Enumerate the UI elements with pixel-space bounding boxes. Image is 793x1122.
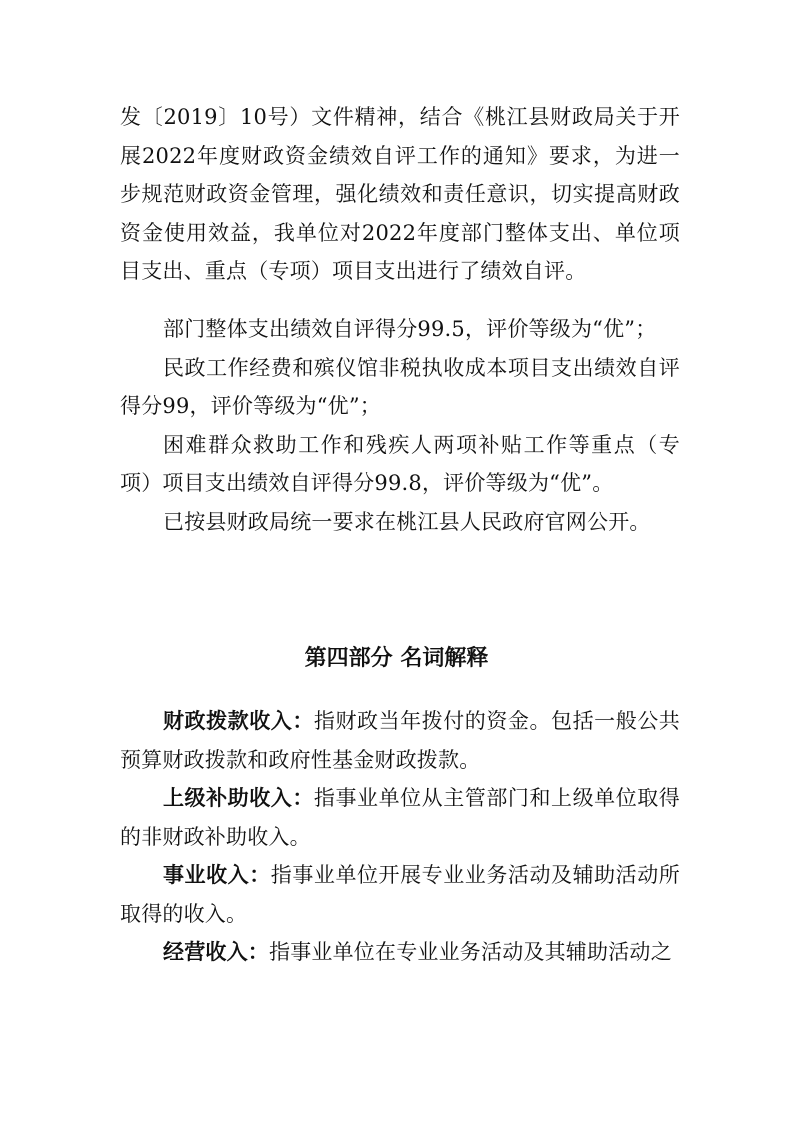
results-block [120, 310, 680, 541]
definition-term: 上级补助收入： [163, 786, 314, 810]
definition-text: 指事业单位从主管部门和上级单位取得的非财政补助收入。 [120, 786, 681, 849]
definition-term: 财政拨款收入： [163, 709, 314, 733]
result-dept-overall: 部门整体支出绩效自评得分99.5，评价等级为“优”； [163, 317, 657, 341]
definition-business-income [120, 856, 680, 933]
definition-superior-subsidy [120, 779, 680, 856]
result-publication-note: 已按县财政局统一要求在桃江县人民政府官网公开。 [163, 509, 651, 534]
intro-paragraph: 发〔2019〕10号）文件精神，结合《桃江县财政局关于开展2022年度财政资金绩效自评工作的通知》要求，为进一步规范财政资金管理，强化绩效和责任意识，切实提高财政资金使用效益，我单位对2022年度部门整体支出、单位项目支出、重点（专项）项目支出进行了绩效自评。 [120, 105, 680, 283]
definition-fiscal-appropriation [120, 702, 680, 779]
definition-term: 经营收入： [163, 940, 269, 964]
result-key-project: 困难群众救助工作和残疾人两项补贴工作等重点（专项）项目支出绩效自评得分99.8，评价等级为“优”。 [120, 432, 680, 495]
definition-term: 事业收入： [163, 863, 271, 887]
definitions-block [120, 702, 680, 972]
intro-block [120, 98, 680, 291]
definition-text: 指事业单位开展专业业务活动及辅助活动所取得的收入。 [120, 863, 680, 926]
result-civil-affairs-project: 民政工作经费和殡仪馆非税执收成本项目支出绩效自评得分99，评价等级为“优”； [120, 355, 680, 418]
section-heading: 第四部分 名词解释 [304, 646, 489, 671]
definition-text: 指事业单位在专业业务活动及其辅助活动之 [269, 940, 672, 964]
definition-operating-income [120, 933, 680, 972]
definition-text: 指财政当年拨付的资金。包括一般公共预算财政拨款和政府性基金财政拨款。 [120, 709, 681, 772]
